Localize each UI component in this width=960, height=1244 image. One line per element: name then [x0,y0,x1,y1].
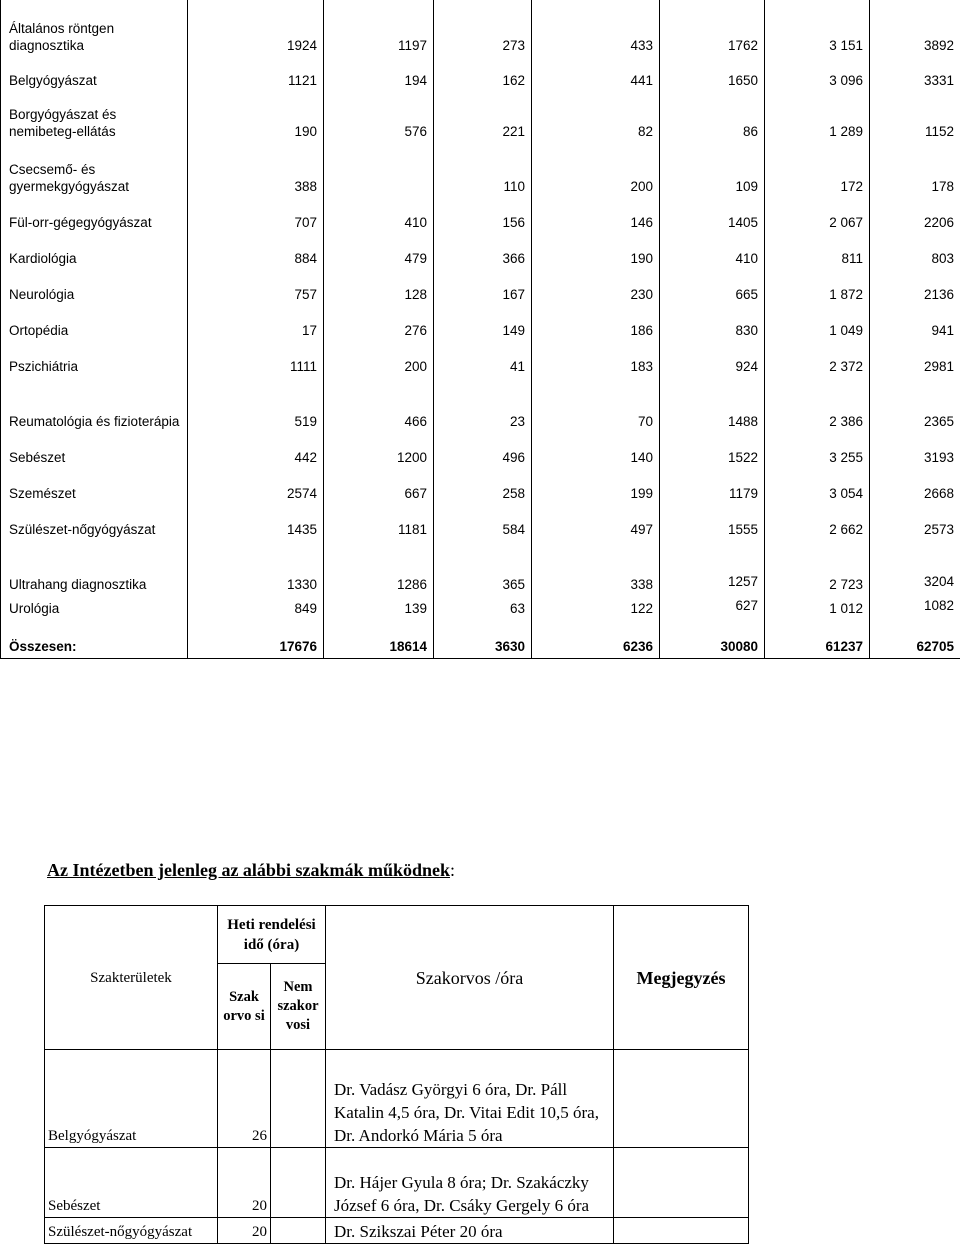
cell: 433 [532,0,660,57]
cell: 63 [434,596,532,620]
table-row [1,198,960,234]
cell: 1650 [660,57,765,92]
cell: 1111 [188,342,324,378]
cell: 3 054 [765,469,870,505]
cell: 667 [324,469,434,505]
row-label: Pszichiátria [1,342,188,378]
cell: 1924 [188,0,324,57]
cell: 1197 [324,0,434,57]
cell: 627 [660,596,765,620]
cell: 1121 [188,57,324,92]
cell: 576 [324,92,434,143]
cell: 70 [532,378,660,433]
cell: 258 [434,469,532,505]
cell: 273 [434,0,532,57]
cell: 1179 [660,469,765,505]
cell: 2136 [870,270,960,306]
cell: 2 386 [765,378,870,433]
cell: 140 [532,433,660,469]
cell: 109 [660,143,765,198]
cell: 183 [532,342,660,378]
total-cell: 17676 [188,620,324,658]
row-label: Fül-orr-gégegyógyászat [1,198,188,234]
note-cell [614,1050,749,1148]
cell: 849 [188,596,324,620]
non-specialist-hours-value [271,1148,326,1218]
row-label: Neurológia [1,270,188,306]
cell: 757 [188,270,324,306]
cell: 194 [324,57,434,92]
cell: 2 723 [765,541,870,596]
cell: 1 872 [765,270,870,306]
table-row [1,57,960,92]
cell: 2573 [870,505,960,541]
cell: 3204 [870,541,960,596]
row-label: Reumatológia és fizioterápia [1,378,188,433]
header-row [45,906,749,964]
total-cell: 3630 [434,620,532,658]
cell: 497 [532,505,660,541]
table-row [1,234,960,270]
cell: 338 [532,541,660,596]
total-cell: 61237 [765,620,870,658]
cell: 441 [532,57,660,92]
cell: 1762 [660,0,765,57]
table-row [1,0,960,57]
cell: 1 049 [765,306,870,342]
cell: 466 [324,378,434,433]
header-specialist-hours: Szakorvos /óra [326,906,614,1050]
total-label: Összesen: [1,620,188,658]
row-label: Szemészet [1,469,188,505]
cell: 496 [434,433,532,469]
area-name: Belgyógyászat [45,1050,218,1148]
cell: 172 [765,143,870,198]
cell: 199 [532,469,660,505]
specialties-table [44,905,749,1244]
non-specialist-hours-value [271,1050,326,1148]
cell: 665 [660,270,765,306]
cell: 167 [434,270,532,306]
section-heading [47,860,455,881]
cell: 221 [434,92,532,143]
cell: 3331 [870,57,960,92]
total-cell: 62705 [870,620,960,658]
cell: 479 [324,234,434,270]
cell: 1152 [870,92,960,143]
row-label: Urológia [1,596,188,620]
header-weekly-hours: Heti rendelési idő (óra) [218,906,326,964]
cell: 924 [660,342,765,378]
cell: 2 662 [765,505,870,541]
cell: 941 [870,306,960,342]
cell: 23 [434,378,532,433]
specialist-hours-value: 26 [218,1050,271,1148]
cell: 17 [188,306,324,342]
cell: 190 [532,234,660,270]
header-note: Megjegyzés [614,906,749,1050]
cell: 230 [532,270,660,306]
cell: 2981 [870,342,960,378]
table-row [1,306,960,342]
table-row [1,469,960,505]
total-cell: 30080 [660,620,765,658]
cell: 1181 [324,505,434,541]
cell: 1405 [660,198,765,234]
section-heading-text: Az Intézetben jelenleg az alábbi szakmák működnek [47,860,450,880]
cell: 1 289 [765,92,870,143]
note-cell [614,1148,749,1218]
cell: 584 [434,505,532,541]
cell: 2 372 [765,342,870,378]
doctors-list: Dr. Vadász Györgyi 6 óra, Dr. Páll Katalin 4,5 óra, Dr. Vitai Edit 10,5 óra, Dr. Andorkó Mária 5 óra [326,1050,614,1148]
cell: 1257 [660,541,765,596]
cell: 1082 [870,596,960,620]
total-cell: 18614 [324,620,434,658]
row-label: Kardiológia [1,234,188,270]
cell: 190 [188,92,324,143]
row-label: Szülészet-nőgyógyászat [1,505,188,541]
table-row [1,143,960,198]
doctors-list: Dr. Hájer Gyula 8 óra; Dr. Szakáczky József 6 óra, Dr. Csáky Gergely 6 óra [326,1148,614,1218]
header-specialist: Szak orvo si [218,964,271,1050]
cell: 366 [434,234,532,270]
cell: 442 [188,433,324,469]
area-name: Sebészet [45,1148,218,1218]
cell: 388 [188,143,324,198]
cell: 707 [188,198,324,234]
cell: 186 [532,306,660,342]
row-label: Csecsemő- és gyermekgyógyászat [1,143,188,198]
cell: 1200 [324,433,434,469]
cell: 41 [434,342,532,378]
cell: 139 [324,596,434,620]
total-cell: 6236 [532,620,660,658]
cell: 519 [188,378,324,433]
cell: 122 [532,596,660,620]
cell: 1488 [660,378,765,433]
cell: 1286 [324,541,434,596]
cell: 82 [532,92,660,143]
cell: 178 [870,143,960,198]
cell: 156 [434,198,532,234]
cell: 2 067 [765,198,870,234]
table-row [1,433,960,469]
row-label: Ortopédia [1,306,188,342]
cell: 830 [660,306,765,342]
table-row [1,596,960,620]
cell: 803 [870,234,960,270]
cell: 128 [324,270,434,306]
cell: 811 [765,234,870,270]
cell: 1 012 [765,596,870,620]
cell: 146 [532,198,660,234]
cell: 149 [434,306,532,342]
table-row [1,378,960,433]
row-label: Borgyógyászat és nemibeteg-ellátás [1,92,188,143]
cell: 2574 [188,469,324,505]
row-label: Általános röntgen diagnosztika [1,0,188,57]
total-row [1,620,960,658]
cell: 1522 [660,433,765,469]
cell: 2365 [870,378,960,433]
cell: 365 [434,541,532,596]
cell: 200 [532,143,660,198]
row-label: Belgyógyászat [1,57,188,92]
specialist-hours-value: 20 [218,1148,271,1218]
cell: 86 [660,92,765,143]
cell [324,143,434,198]
row-label: Ultrahang diagnosztika [1,541,188,596]
cell: 2206 [870,198,960,234]
area-name: Szülészet-nőgyógyászat [45,1218,218,1244]
doctors-list: Dr. Szikszai Péter 20 óra [326,1218,614,1244]
cell: 3892 [870,0,960,57]
table-row [1,270,960,306]
table-row [45,1148,749,1218]
section-heading-colon: : [450,860,455,880]
cell: 884 [188,234,324,270]
specialist-hours-value: 20 [218,1218,271,1244]
row-label: Sebészet [1,433,188,469]
table-row [45,1050,749,1148]
cell: 410 [660,234,765,270]
cell: 110 [434,143,532,198]
cell: 162 [434,57,532,92]
cell: 410 [324,198,434,234]
cell: 1435 [188,505,324,541]
cell: 3 255 [765,433,870,469]
cell: 1330 [188,541,324,596]
table-row [1,92,960,143]
table-row [1,342,960,378]
cell: 2668 [870,469,960,505]
header-areas: Szakterületek [45,906,218,1050]
table-row [1,505,960,541]
table-row [1,541,960,596]
cell: 200 [324,342,434,378]
cell: 3 151 [765,0,870,57]
cell: 1555 [660,505,765,541]
cell: 276 [324,306,434,342]
cell: 3 096 [765,57,870,92]
cell: 3193 [870,433,960,469]
header-non-specialist: Nem szakor vosi [271,964,326,1050]
